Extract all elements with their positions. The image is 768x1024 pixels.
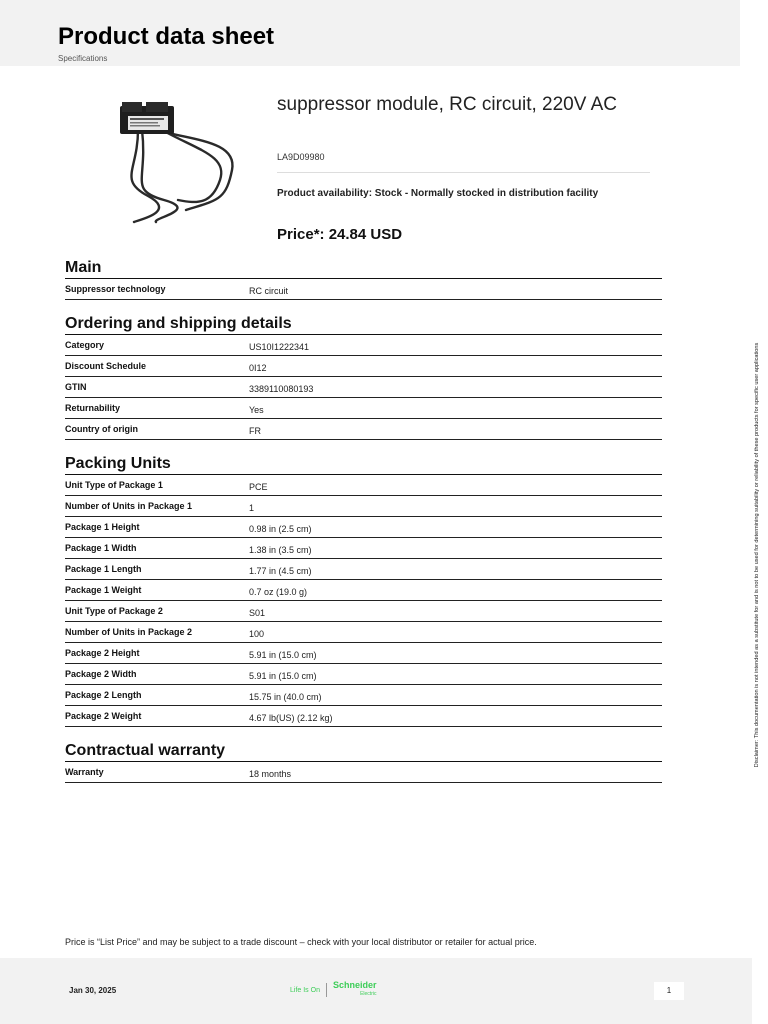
table-row [65, 762, 662, 783]
product-title: suppressor module, RC circuit, 220V AC [277, 94, 618, 115]
logo-tagline: Life Is On [290, 986, 320, 994]
row-value: 15.75 in (40.0 cm) [249, 692, 322, 702]
product-availability: Product availability: Stock - Normally stocked in distribution facility [277, 188, 599, 199]
row-value: 0I12 [249, 363, 267, 373]
row-label: GTIN [65, 382, 87, 392]
row-label: Unit Type of Package 2 [65, 606, 163, 616]
page-subtitle: Specifications [58, 54, 108, 63]
row-label: Number of Units in Package 2 [65, 627, 193, 637]
product-reference: LA9D09980 [277, 152, 325, 162]
row-value: 0.98 in (2.5 cm) [249, 524, 312, 534]
section-main [65, 258, 662, 300]
price-footnote: Price is “List Price” and may be subject to a trade discount – check with your local distributor or retailer for actual price. [65, 937, 537, 947]
table-row [65, 664, 662, 685]
row-value: 4.67 lb(US) (2.12 kg) [249, 713, 333, 723]
row-value: RC circuit [249, 286, 289, 296]
schneider-logo [290, 982, 376, 998]
table-row [65, 601, 662, 622]
section-ordering [65, 314, 662, 440]
table-row [65, 643, 662, 664]
row-label: Package 1 Weight [65, 585, 142, 595]
table-row [65, 356, 662, 377]
row-label: Unit Type of Package 1 [65, 480, 163, 490]
section-packing [65, 454, 662, 727]
row-value: 5.91 in (15.0 cm) [249, 650, 317, 660]
section-title: Main [65, 258, 662, 279]
table-row [65, 279, 662, 300]
row-value: PCE [249, 482, 268, 492]
section-warranty [65, 741, 662, 783]
row-label: Discount Schedule [65, 361, 147, 371]
row-label: Suppressor technology [65, 284, 166, 294]
disclaimer: Disclaimer: This documentation is not intended as a substitute for and is not to be used for determining suitability or reliability of these products for specific user applications [754, 342, 760, 768]
row-value: 100 [249, 629, 265, 639]
footer-date: Jan 30, 2025 [69, 986, 117, 995]
table-row [65, 622, 662, 643]
logo-brand-name: Schneider [332, 980, 377, 990]
section-title: Contractual warranty [65, 741, 662, 762]
table-row [65, 419, 662, 440]
row-value: 0.7 oz (19.0 g) [249, 587, 308, 597]
row-label: Package 1 Height [65, 522, 140, 532]
table-row [65, 580, 662, 601]
row-value: S01 [249, 608, 266, 618]
logo-brand [333, 981, 377, 999]
row-value: 1 [249, 503, 255, 513]
table-row [65, 685, 662, 706]
row-value: US10I1222341 [249, 342, 310, 352]
section-title: Ordering and shipping details [65, 314, 662, 335]
row-label: Package 2 Length [65, 690, 142, 700]
table-row [65, 559, 662, 580]
table-row [65, 496, 662, 517]
product-image [108, 100, 240, 228]
divider [277, 172, 650, 173]
table-row [65, 475, 662, 496]
row-value: FR [249, 426, 261, 436]
table-row [65, 706, 662, 727]
row-label: Package 2 Height [65, 648, 140, 658]
product-price: Price*: 24.84 USD [277, 226, 403, 243]
section-title: Packing Units [65, 454, 662, 475]
row-value: 1.77 in (4.5 cm) [249, 566, 312, 576]
row-label: Category [65, 340, 105, 350]
row-value: 5.91 in (15.0 cm) [249, 671, 317, 681]
row-value: Yes [249, 405, 264, 415]
row-value: 1.38 in (3.5 cm) [249, 545, 312, 555]
logo-brand-sub: Electric [360, 991, 377, 997]
table-row [65, 517, 662, 538]
table-row [65, 538, 662, 559]
row-label: Package 1 Width [65, 543, 137, 553]
row-label: Number of Units in Package 1 [65, 501, 193, 511]
table-row [65, 335, 662, 356]
table-row [65, 398, 662, 419]
table-row [65, 377, 662, 398]
page-title: Product data sheet [58, 23, 275, 50]
page-footer [0, 958, 752, 1024]
row-label: Package 2 Width [65, 669, 137, 679]
row-label: Warranty [65, 767, 104, 777]
page-header [0, 0, 740, 66]
row-label: Returnability [65, 403, 121, 413]
row-label: Package 2 Weight [65, 711, 142, 721]
page-number: 1 [654, 982, 684, 1000]
row-label: Country of origin [65, 424, 138, 434]
row-value: 18 months [249, 769, 292, 779]
row-label: Package 1 Length [65, 564, 142, 574]
logo-separator [326, 983, 327, 997]
row-value: 3389110080193 [249, 384, 314, 394]
